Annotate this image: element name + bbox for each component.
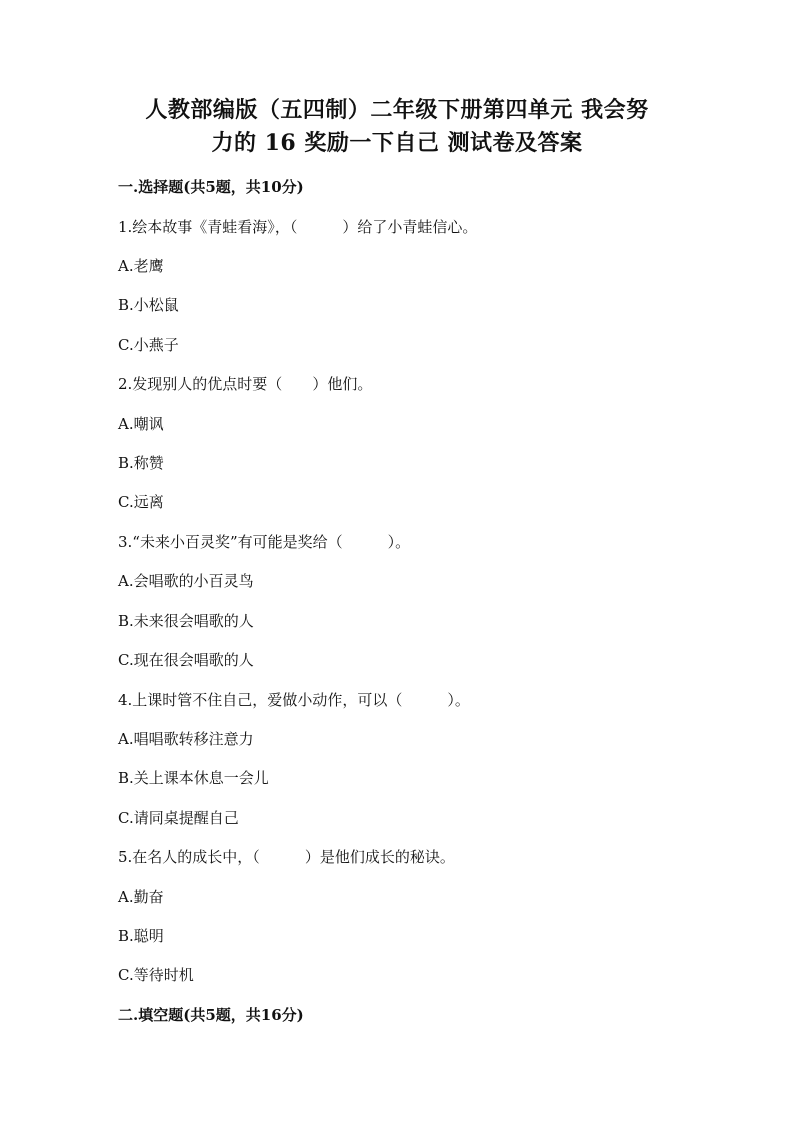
question-4-option-a: A.唱唱歌转移注意力 bbox=[118, 730, 254, 748]
question-3-option-c: C.现在很会唱歌的人 bbox=[118, 651, 254, 669]
question-1-option-a: A.老鹰 bbox=[118, 257, 164, 275]
question-2-option-b: B.称赞 bbox=[118, 454, 164, 472]
question-1-option-b: B.小松鼠 bbox=[118, 296, 179, 314]
section-heading-fill-blank: 二.填空题(共5题，共16分) bbox=[118, 1006, 304, 1024]
question-2-option-c: C.远离 bbox=[118, 493, 164, 511]
document-title-line-2: 力的 16 奖励一下自己 测试卷及答案 bbox=[211, 130, 583, 156]
section-heading-choice: 一.选择题(共5题，共10分) bbox=[118, 178, 304, 196]
question-5-option-b: B.聪明 bbox=[118, 927, 164, 945]
document-title-line-1: 人教部编版（五四制）二年级下册第四单元 我会努 bbox=[145, 97, 649, 123]
question-3-option-a: A.会唱歌的小百灵鸟 bbox=[118, 572, 254, 590]
question-3-option-b: B.未来很会唱歌的人 bbox=[118, 612, 254, 630]
question-4-option-c: C.请同桌提醒自己 bbox=[118, 809, 239, 827]
question-2-stem: 2.发现别人的优点时要（ ）他们。 bbox=[118, 375, 373, 393]
question-3-stem: 3.“未来小百灵奖”有可能是奖给（ ）。 bbox=[118, 533, 411, 551]
question-4-stem: 4.上课时管不住自己，爱做小动作，可以（ ）。 bbox=[118, 691, 470, 709]
question-2-option-a: A.嘲讽 bbox=[118, 415, 164, 433]
question-5-option-c: C.等待时机 bbox=[118, 966, 194, 984]
question-1-option-c: C.小燕子 bbox=[118, 336, 179, 354]
question-5-stem: 5.在名人的成长中，（ ）是他们成长的秘诀。 bbox=[118, 848, 455, 866]
question-1-stem: 1.绘本故事《青蛙看海》，（ ）给了小青蛙信心。 bbox=[118, 218, 478, 236]
document-title bbox=[100, 94, 694, 160]
question-4-option-b: B.关上课本休息一会儿 bbox=[118, 769, 269, 787]
question-5-option-a: A.勤奋 bbox=[118, 888, 164, 906]
